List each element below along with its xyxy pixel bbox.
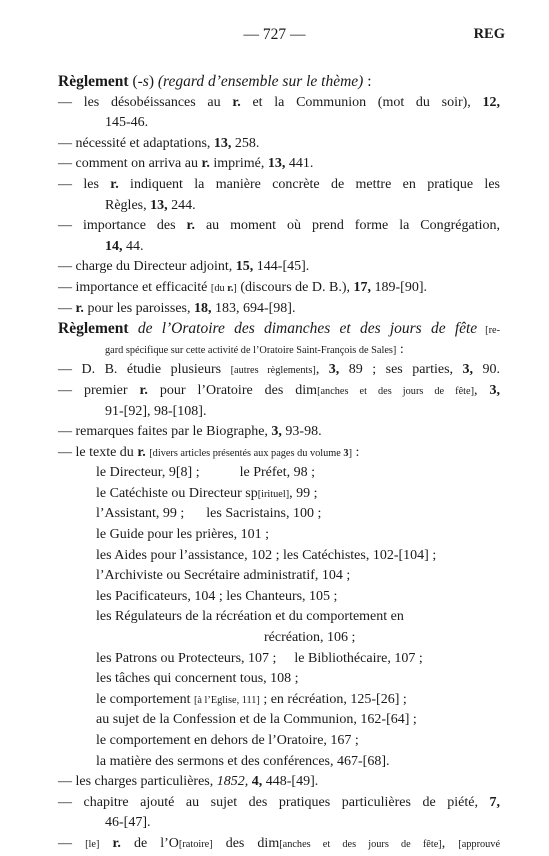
index-line: — les charges particulières, 1852, 4, 448-[49]. bbox=[58, 774, 319, 790]
index-line: — comment on arriva au r. imprimé, 13, 441. bbox=[58, 156, 314, 172]
index-line: — D. B. étudie plusieurs [autres règlements], 3, 89 ; ses parties, 3, 90. bbox=[58, 362, 501, 378]
index-subline: les Aides pour l’assistance, 102 ; les Catéchistes, 102-[104] ; bbox=[96, 547, 437, 563]
index-subline: les Patrons ou Protecteurs, 107 ; le Bibliothécaire, 107 ; bbox=[96, 650, 423, 666]
index-line: 145-46. bbox=[105, 115, 149, 131]
index-line: — remarques faites par le Biographe, 3, 93-98. bbox=[58, 424, 322, 440]
index-line: gard spécifique sur cette activité de l’Oratoire Saint-François de Sales] : bbox=[105, 341, 404, 357]
page-number: — 727 — bbox=[243, 26, 306, 43]
index-line: — charge du Directeur adjoint, 15, 144-[45]. bbox=[58, 259, 310, 275]
index-subline: le comportement en dehors de l’Oratoire, 167 ; bbox=[96, 733, 359, 748]
index-line: — les r. indiquent la manière concrète de mettre en pratique les bbox=[58, 176, 500, 192]
index-subline: les Régulateurs de la récréation et du comportement en bbox=[96, 609, 404, 625]
index-subline: le Catéchiste ou Directeur sp[irituel], 99 ; bbox=[96, 485, 318, 501]
index-line: — [le] r. de l’O[ratoire] des dim[anches et des jours de fête], [approuvé bbox=[58, 835, 501, 851]
index-subline: au sujet de la Confession et de la Communion, 162-[64] ; bbox=[96, 712, 417, 728]
index-line: — premier r. pour l’Oratoire des dim[anches et des jours de fête], 3, bbox=[58, 382, 500, 398]
index-line: — le texte du r. [divers articles présentés aux pages du volume 3] : bbox=[58, 444, 360, 460]
index-subline: l’Archiviste ou Secrétaire administratif, 104 ; bbox=[96, 568, 351, 584]
index-line: — r. pour les paroisses, 18, 183, 694-[98]. bbox=[58, 300, 296, 316]
index-subline: le Guide pour les prières, 101 ; bbox=[96, 527, 270, 543]
index-line: — importance et efficacité [du r.] (discours de D. B.), 17, 189-[90]. bbox=[58, 279, 427, 295]
index-line: — nécessité et adaptations, 13, 258. bbox=[58, 135, 260, 151]
index-line: 91-[92], 98-[108]. bbox=[105, 403, 207, 419]
index-subline: l’Assistant, 99 ; les Sacristains, 100 ; bbox=[96, 506, 322, 522]
index-line: — importance des r. au moment où prend forme la Congrégation, bbox=[58, 218, 500, 234]
index-line: — chapitre ajouté au sujet des pratiques particulières de piété, 7, bbox=[58, 794, 500, 810]
entry-heading-reglement: Règlement (-s) (regard d’ensemble sur le thème) : bbox=[58, 73, 372, 90]
index-subline: les tâches qui concernent tous, 108 ; bbox=[96, 671, 299, 687]
index-page bbox=[58, 72, 500, 855]
entry-heading-reglement-oratoire: Règlement de l’Oratoire des dimanches et des jours de fête [re- bbox=[58, 320, 500, 338]
running-head: REG bbox=[473, 26, 505, 42]
index-line: Règles, 13, 244. bbox=[105, 197, 196, 213]
index-line: — les désobéissances au r. et la Communion (mot du soir), 12, bbox=[58, 94, 500, 110]
index-subline: le comportement [à l’Eglise, 111] ; en récréation, 125-[26] ; bbox=[96, 691, 407, 707]
index-subline: le Directeur, 9[8] ; le Préfet, 98 ; bbox=[96, 465, 316, 481]
index-subline: la matière des sermons et des conférences, 467-[68]. bbox=[96, 753, 390, 769]
page-header bbox=[0, 20, 549, 46]
index-line: 46-[47]. bbox=[105, 815, 151, 831]
index-subline: les Pacificateurs, 104 ; les Chanteurs, 105 ; bbox=[96, 588, 338, 604]
index-subline: récréation, 106 ; bbox=[264, 630, 356, 646]
index-line: 14, 44. bbox=[105, 238, 144, 254]
